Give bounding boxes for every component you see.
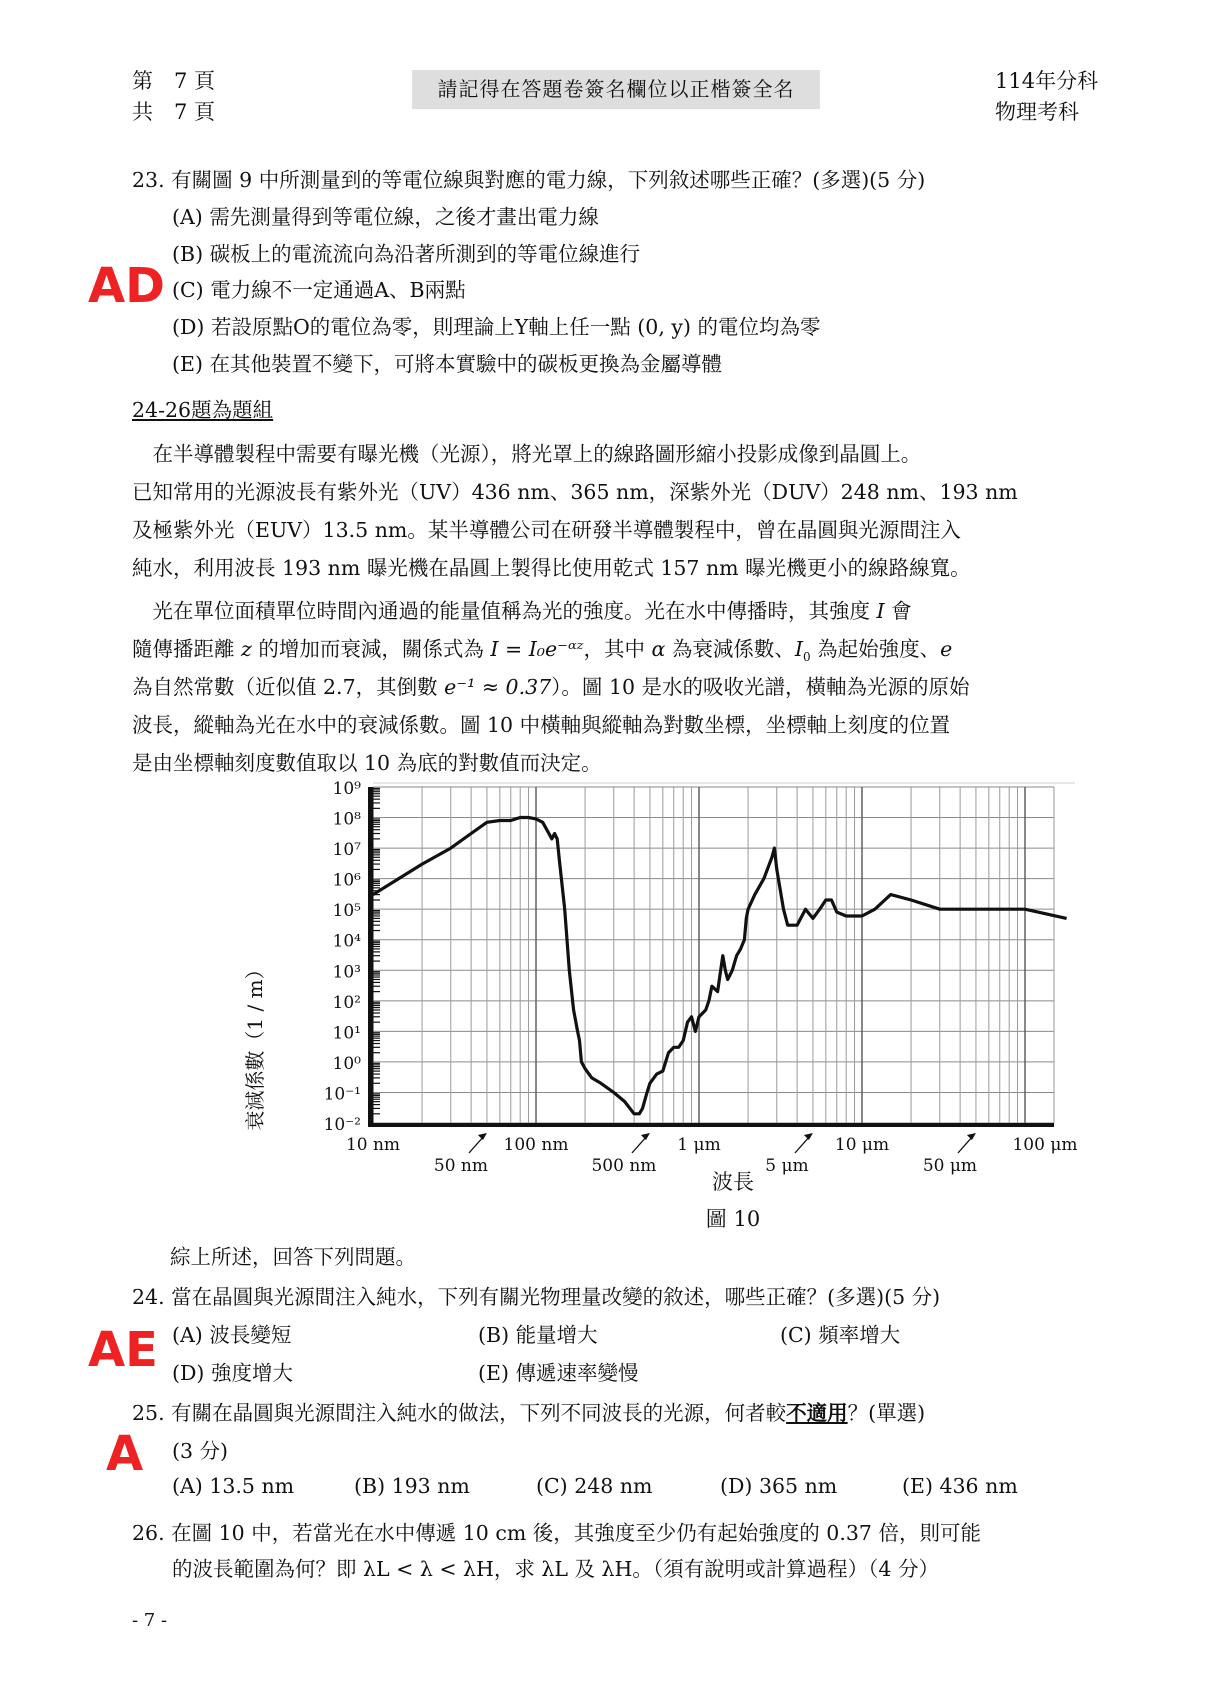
tick-arrowhead [641,1133,650,1140]
y-axis-line [368,787,373,1123]
chart-grid [373,783,1075,1123]
q26-line-1: 26. 在圖 10 中，若當光在水中傳遞 10 cm 後，其強度至少仍有起始強度的 0.37 倍，則可能 [132,1521,981,1545]
page-total: 共 7 頁 [132,100,216,124]
q23-stem: 23. 有關圖 9 中所測量到的等電位線與對應的電力線，下列敘述哪些正確？(多選)(5 分) [132,168,926,192]
y-tick-label: 10⁹ [332,779,361,799]
tick-arrowhead [478,1133,487,1140]
x-tick-label: 100 nm [503,1135,569,1155]
decay-formula: I = I₀e⁻ᵅᶻ [490,637,584,661]
q24-option-a: (A) 波長變短 [172,1323,292,1347]
y-tick-label: 10² [332,992,361,1013]
subject-name: 物理考科 [995,100,1079,124]
x-tick-label: 1 μm [677,1135,721,1155]
q25-stem: 25. 有關在晶圓與光源間注入純水的做法，下列不同波長的光源，何者較不適用？(單選) [132,1401,926,1425]
y-tick-labels [324,779,362,1135]
tick-arrowhead [804,1133,813,1140]
q23-option-c: (C) 電力線不一定通過A、B兩點 [172,278,466,302]
y-tick-label: 10¹ [332,1023,361,1044]
intensity-paragraph-line-4: 波長，縱軸為光在水中的衰減係數。圖 10 中橫軸與縱軸為對數坐標，坐標軸上刻度的位置 [132,713,951,737]
absorption-curve [373,818,1067,1114]
q23-option-b: (B) 碳板上的電流流向為沿著所測到的等電位線進行 [172,242,641,266]
intro-paragraph-line-4: 純水，利用波長 193 nm 曝光機在晶圓上製得比使用乾式 157 nm 曝光機更小的線路線寬。 [132,556,971,580]
intensity-paragraph-line-2: 隨傳播距離 z 的增加而衰減，關係式為 I = I₀e⁻ᵅᶻ，其中 α 為衰減係數、$I_0$ 為起始強度、e [132,637,953,665]
q25-option-a: (A) 13.5 nm [172,1474,295,1498]
q25-stem-points: (3 分) [172,1439,229,1463]
x-axis-line [368,1123,1054,1127]
q24-stem: 24. 當在晶圓與光源間注入純水，下列有關光物理量改變的敘述，哪些正確？(多選)(5 分) [132,1285,941,1309]
y-tick-label: 10³ [332,962,361,983]
q25-option-c: (C) 248 nm [536,1474,653,1498]
q23-option-a: (A) 需先測量得到等電位線，之後才畫出電力線 [172,205,599,229]
q23-handwritten-answer: AD [88,258,165,314]
q25-option-b: (B) 193 nm [354,1474,470,1498]
exam-year: 114年分科 [995,69,1099,93]
intensity-paragraph-line-5: 是由坐標軸刻度數值取以 10 為底的對數值而決定。 [132,751,602,775]
y-tick-label: 10⁰ [332,1053,361,1074]
q25-option-e: (E) 436 nm [902,1474,1018,1498]
q23-option-d: (D) 若設原點O的電位為零，則理論上Y軸上任一點 (0, y) 的電位均為零 [172,315,821,339]
signature-reminder-banner: 請記得在答題卷簽名欄位以正楷簽全名 [412,70,820,109]
y-tick-label: 10⁴ [332,931,361,952]
intro-paragraph-line-1: 在半導體製程中需要有曝光機（光源），將光罩上的線路圖形縮小投影成像到晶圓上。 [132,442,922,466]
y-axis-label: 衰減係數（1 / m） [243,959,267,1131]
intensity-paragraph-line-3: 為自然常數（近似值 2.7，其倒數 e⁻¹ ≈ 0.37）。圖 10 是水的吸收光譜，橫軸為光源的原始 [132,675,970,699]
tick-arrowhead [967,1133,976,1140]
q23-option-e: (E) 在其他裝置不變下，可將本實驗中的碳板更換為金屬導體 [172,352,722,376]
q24-option-b: (B) 能量增大 [478,1323,598,1347]
page-number: 第 7 頁 [132,69,216,93]
page-footer-number: - 7 - [132,1610,168,1631]
y-tick-label: 10⁻¹ [323,1084,361,1105]
q24-handwritten-answer: AE [88,1322,158,1378]
q24-option-e: (E) 傳遞速率變慢 [478,1361,639,1385]
x-axis-label: 波長 [712,1170,754,1194]
q24-lead-in: 綜上所述，回答下列問題。 [170,1245,416,1269]
q25-option-d: (D) 365 nm [720,1474,838,1498]
y-tick-label: 10⁶ [332,870,361,891]
q25-handwritten-answer: A [106,1426,144,1482]
x-tick-label: 10 μm [834,1135,890,1155]
x-tick-label: 10 nm [345,1135,401,1155]
figure-caption: 圖 10 [705,1207,761,1231]
intro-paragraph-line-2: 已知常用的光源波長有紫外光（UV）436 nm、365 nm，深紫外光（DUV）248 nm、193 nm [132,480,1018,504]
intro-paragraph-line-3: 及極紫外光（EUV）13.5 nm。某半導體公司在研發半導體製程中，曾在晶圓與光源間注入 [132,518,961,542]
x-tick-label: 500 nm [591,1156,657,1176]
y-tick-label: 10⁷ [332,840,361,861]
x-tick-label: 100 μm [1012,1135,1078,1155]
y-tick-label: 10⁵ [332,901,361,922]
x-tick-label: 50 nm [433,1156,488,1176]
y-tick-label: 10⁸ [332,809,361,830]
q24-option-d: (D) 強度增大 [172,1361,293,1385]
intensity-paragraph-line-1: 光在單位面積單位時間內通過的能量值稱為光的強度。光在水中傳播時，其強度 I 會 [132,599,912,623]
reciprocal-e: e⁻¹ ≈ 0.37 [444,675,552,699]
x-tick-label: 50 μm [922,1156,978,1176]
y-tick-label: 10⁻² [323,1115,361,1135]
question-group-heading: 24-26題為題組 [132,398,274,422]
x-tick-label: 5 μm [765,1156,809,1176]
q24-option-c: (C) 頻率增大 [780,1323,901,1347]
q26-line-2: 的波長範圍為何？即 λL < λ < λH，求 λL 及 λH。（須有說明或計算過程）（4 分） [172,1557,939,1581]
